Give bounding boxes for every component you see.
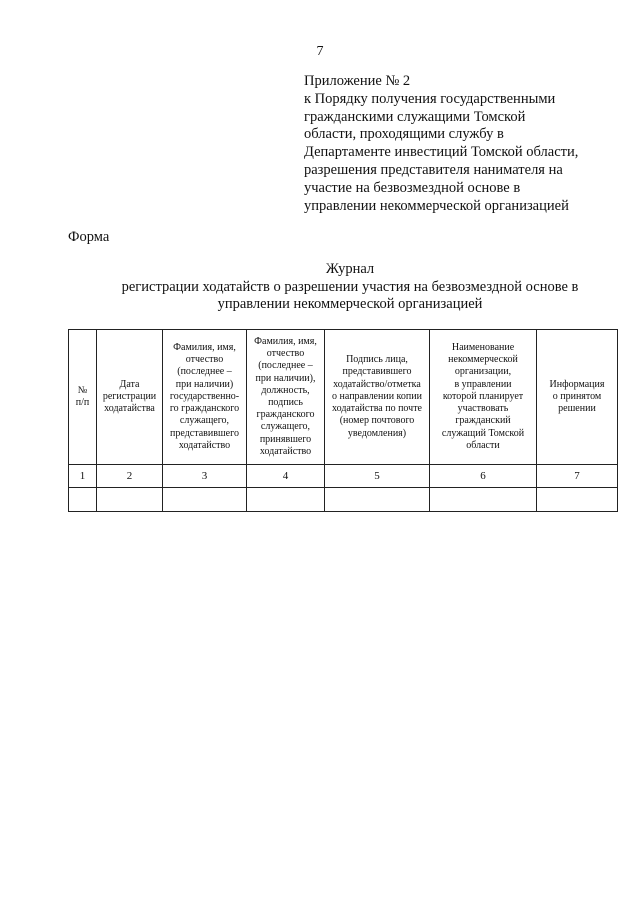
header-line: ходатайство: [178, 439, 231, 451]
column-number: 4: [247, 465, 325, 488]
form-label: Форма: [68, 229, 110, 245]
header-cell: [325, 330, 430, 465]
empty-row: [69, 488, 618, 512]
header-line: ходатайство/отметка: [333, 378, 421, 390]
header-line: служащий Томской: [441, 427, 525, 439]
appendix-line: Департаменте инвестиций Томской области,: [304, 144, 579, 161]
column-number: 5: [325, 465, 430, 488]
title-line: Журнал: [325, 261, 375, 277]
appendix-block: [304, 73, 604, 215]
header-line: области: [466, 439, 500, 451]
header-cell: [430, 330, 537, 465]
empty-cell: [163, 488, 247, 512]
column-number: 6: [430, 465, 537, 488]
header-line: гражданского: [256, 409, 315, 421]
title-line: управлении некоммерческой организацией: [217, 296, 483, 312]
header-line: при наличии): [175, 378, 234, 390]
header-cell: [537, 330, 618, 465]
header-line: ходатайство: [259, 445, 312, 457]
header-line: участвовать: [457, 403, 509, 415]
header-line: служащего,: [179, 415, 230, 427]
header-line: о принятом: [552, 390, 602, 402]
header-cell: [247, 330, 325, 465]
header-line: отчество: [185, 354, 224, 366]
header-line: ходатайства: [104, 403, 155, 415]
title-line: регистрации ходатайств о разрешении участия на безвозмездной основе в: [121, 278, 579, 295]
header-line: решении: [558, 403, 596, 415]
header-line: регистрации: [102, 390, 157, 402]
header-line: которой планирует: [442, 390, 524, 402]
header-line: Подпись лица,: [346, 354, 408, 366]
header-cell: [163, 330, 247, 465]
header-line: (последнее –: [258, 360, 313, 372]
appendix-line: управлении некоммерческой организацией: [304, 197, 569, 214]
column-number: 1: [69, 465, 97, 488]
header-cell: [69, 330, 97, 465]
header-line: должность,: [261, 384, 310, 396]
journal-table: [68, 329, 618, 512]
document-title: [60, 261, 640, 314]
header-line: уведомления): [347, 427, 407, 439]
empty-cell: [430, 488, 537, 512]
empty-cell: [537, 488, 618, 512]
column-number-row: [69, 465, 618, 488]
header-line: Информация: [549, 378, 605, 390]
header-line: организации,: [454, 366, 512, 378]
column-number: 2: [97, 465, 163, 488]
header-line: Фамилия, имя,: [254, 335, 317, 347]
column-number: 7: [537, 465, 618, 488]
header-line: гражданский: [455, 415, 511, 427]
header-line: Дата: [119, 378, 140, 390]
empty-cell: [97, 488, 163, 512]
header-line: государственно-: [169, 390, 240, 402]
header-line: представившего: [342, 366, 412, 378]
column-number: 3: [163, 465, 247, 488]
header-line: представившего: [170, 427, 239, 439]
appendix-line: гражданскими служащими Томской: [304, 108, 526, 125]
empty-cell: [247, 488, 325, 512]
header-line: №: [77, 384, 88, 396]
header-cell: [97, 330, 163, 465]
appendix-line: разрешения представителя нанимателя на: [304, 161, 563, 178]
header-line: Фамилия, имя,: [173, 342, 236, 354]
header-line: принявшего: [259, 433, 312, 445]
page-number: 7: [316, 44, 324, 59]
appendix-line: к Порядку получения государственными: [304, 90, 556, 107]
header-line: ходатайства по почте: [332, 403, 422, 415]
header-line: служащего,: [260, 421, 311, 433]
header-line: Наименование: [451, 342, 515, 354]
empty-cell: [325, 488, 430, 512]
header-line: некоммерческой: [448, 354, 518, 366]
appendix-line: области, проходящими службу в: [304, 126, 504, 143]
header-line: (номер почтового: [339, 415, 415, 427]
appendix-line: Приложение № 2: [304, 73, 411, 89]
header-line: о направлении копии: [332, 390, 422, 402]
header-line: п/п: [75, 397, 90, 408]
header-line: (последнее –: [177, 366, 232, 378]
header-line: при наличии),: [255, 372, 316, 384]
header-line: отчество: [266, 348, 305, 360]
appendix-line: участие на безвозмездной основе в: [304, 179, 521, 196]
header-row: [69, 330, 618, 465]
header-line: подпись: [268, 397, 303, 408]
header-line: в управлении: [454, 378, 512, 390]
header-line: го гражданского: [169, 403, 240, 415]
empty-cell: [69, 488, 97, 512]
